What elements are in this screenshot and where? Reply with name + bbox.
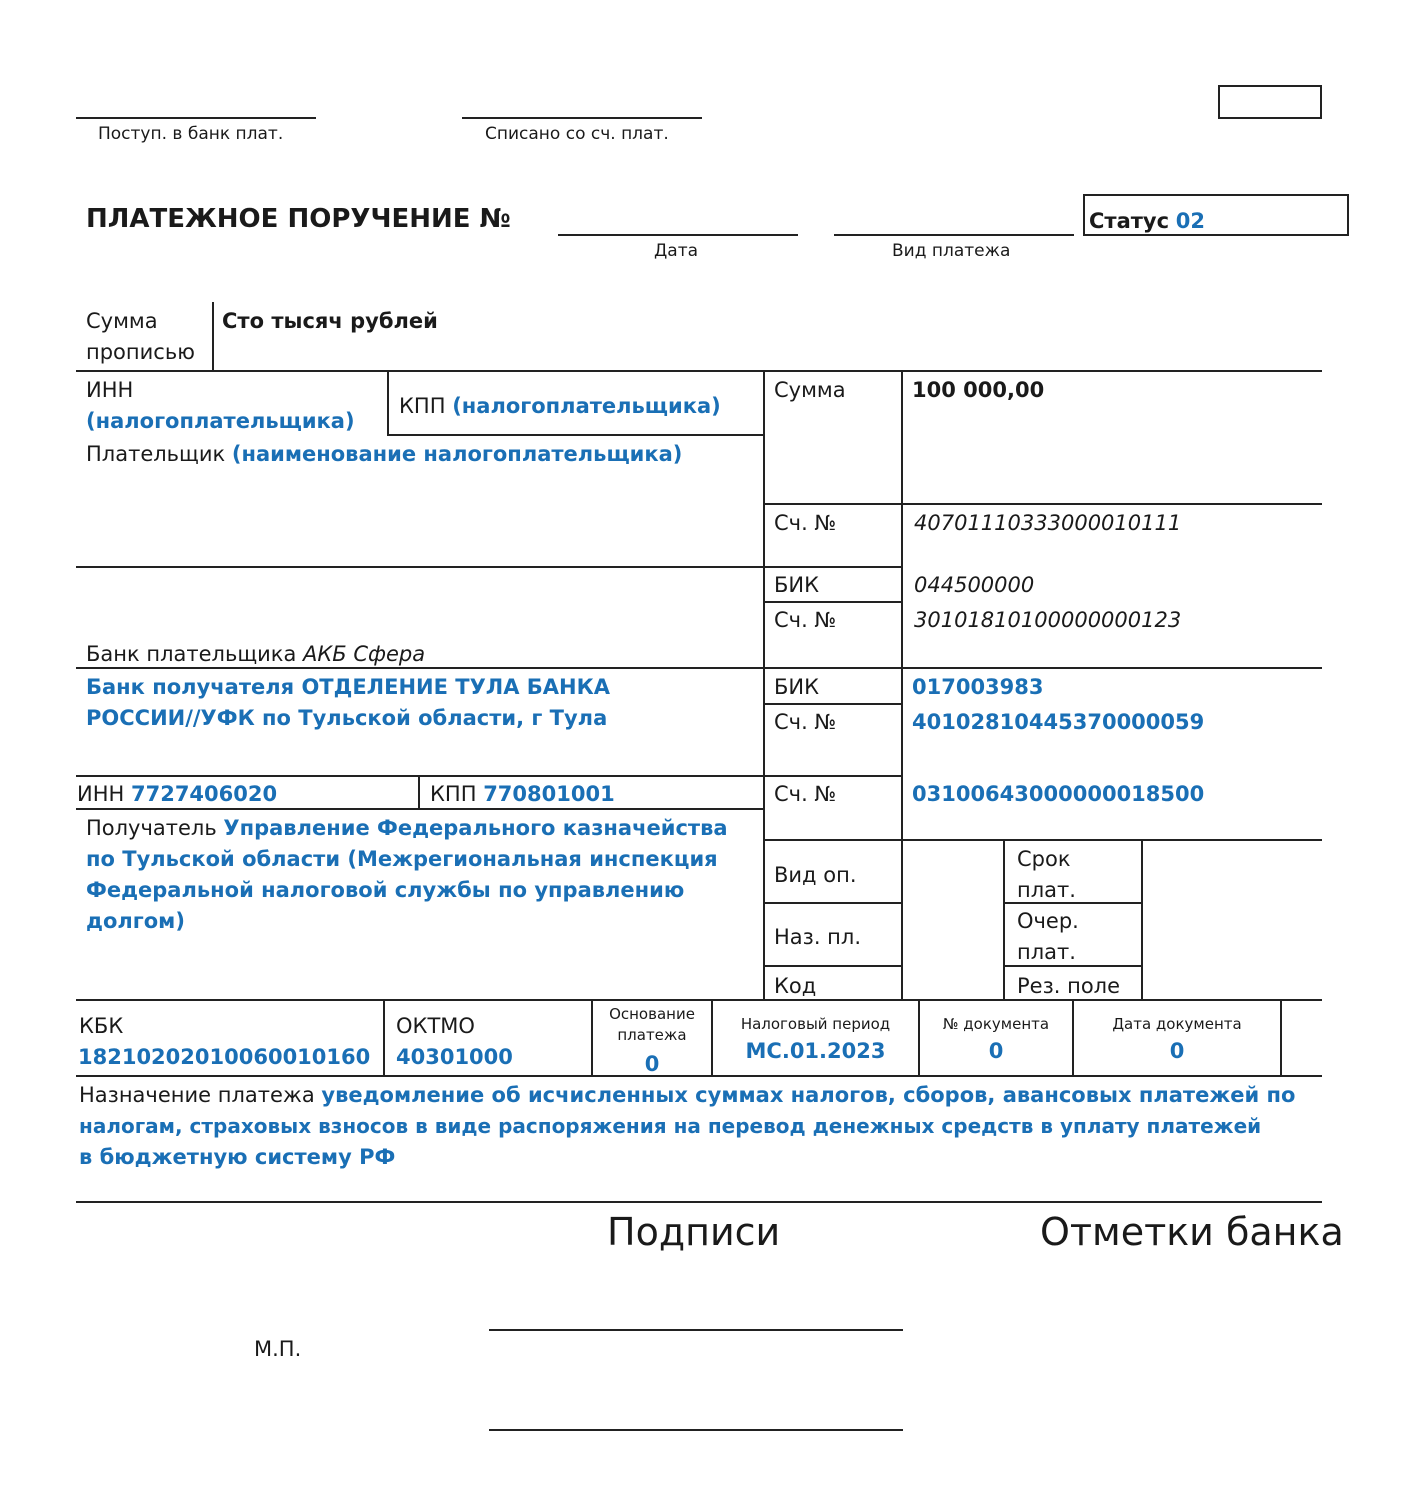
recipient-kpp [430,781,615,807]
recipient-name-line-1 [86,815,728,841]
recipient-inn-kpp-divider [418,775,420,809]
top-right-box [1218,85,1322,119]
inn-row-bottom [388,434,763,436]
date-label: Дата [654,241,699,261]
recipient-inn [77,781,277,807]
payer-bank-bottom [76,667,1322,669]
payer-corr-label: Сч. № [774,608,837,632]
amount-bottom [763,503,1322,505]
payer-bik-label: БИК [774,573,820,597]
tax-row-top [76,999,1322,1001]
recipient-bank-label: Банк получателя [86,675,295,699]
grid-vertical-accounts [901,370,903,1000]
payer-acc-value: 40701110333000010111 [914,511,1182,535]
ocher-bottom [1003,965,1141,967]
payer-bottom [76,566,763,568]
purpose-label: Назначение платежа [79,1083,315,1107]
tax-div-1 [383,999,385,1075]
status-label: Статус [1089,209,1170,233]
received-label: Поступ. в банк плат. [98,124,284,144]
amount-words-label-2: прописью [86,340,195,364]
doc-date-value: 0 [1169,1039,1185,1063]
srok-label-2: плат. [1017,878,1076,902]
amount-value: 100 000,00 [912,378,1045,402]
payer-bank-label: Банк плательщика [86,642,297,666]
kbk-label: КБК [79,1014,124,1038]
date-line [558,234,798,236]
payer-corr-value: 30101810100000000123 [914,608,1182,632]
amount-words-divider [212,302,214,370]
basis-label-2: платежа [617,1026,687,1044]
recipient-bik-bottom [763,703,901,705]
page-title: ПЛАТЕЖНОЕ ПОРУЧЕНИЕ № [86,204,511,234]
stamp-label: М.П. [254,1337,302,1361]
status-value: 02 [1175,209,1205,233]
period-value: МС.01.2023 [745,1039,886,1063]
recipient-kpp-value: 770801001 [483,782,615,806]
recipient-value-2: по Тульской области (Межрегиональная инспекция [86,847,718,871]
basis-value: 0 [644,1052,660,1076]
basis-label-1: Основание [609,1005,695,1023]
naz-pl-label: Наз. пл. [774,925,862,949]
recipient-bik-value: 017003983 [912,675,1044,699]
naz-bottom [763,965,901,967]
recipient-bank-acc-label: Сч. № [774,710,837,734]
recipient-value-1: Управление Федерального казначейства [223,816,728,840]
oktmo-value: 40301000 [396,1045,513,1069]
rez-label: Рез. поле [1017,974,1121,998]
recipient-kpp-label: КПП [430,782,477,806]
purpose-line-1 [79,1082,1295,1108]
recipient-acc-value: 03100643000000018500 [912,782,1205,806]
payment-type-label: Вид платежа [892,241,1011,261]
recipient-value-4: долгом) [86,909,185,933]
payment-type-line [834,234,1074,236]
signatures-heading: Подписи [607,1210,781,1254]
vid-op-label: Вид оп. [774,863,857,887]
recipient-bik-label: БИК [774,675,820,699]
ocher-label-1: Очер. [1017,909,1079,933]
purpose-value-3: в бюджетную систему РФ [79,1145,396,1169]
grid-line-1 [76,370,1322,372]
recipient-bank-acc-value: 40102810445370000059 [912,710,1205,734]
doc-no-value: 0 [988,1039,1004,1063]
doc-date-label: Дата документа [1112,1015,1242,1033]
recipient-inn-label: ИНН [77,782,125,806]
purpose-value-1: уведомление об исчисленных суммах налогов, сборов, авансовых платежей по [321,1083,1296,1107]
received-line [76,117,316,119]
srok-right [1141,839,1143,1000]
bik-bottom [763,601,901,603]
tax-div-6 [1280,999,1282,1075]
ocher-label-2: плат. [1017,940,1076,964]
purpose-value-2: налогам, страховых взносов в виде распоряжения на перевод денежных средств в уплату платежей [79,1114,1262,1138]
signature-line-2 [489,1429,903,1431]
payer-name [86,441,682,467]
kbk-value: 18210202010060010160 [78,1045,371,1069]
debited-line [462,117,702,119]
oktmo-label: ОКТМО [396,1014,475,1038]
srok-label-1: Срок [1017,847,1071,871]
vid-op-bottom [763,902,901,904]
status-field [1089,208,1205,234]
inn-kpp-divider [387,370,389,436]
payer-bank-value: АКБ Сфера [303,642,426,666]
bank-marks-heading: Отметки банка [1040,1210,1344,1254]
payer-bik-value: 044500000 [914,573,1035,597]
kod-label: Код [774,974,817,998]
payer-kpp-value: (налогоплательщика) [452,394,721,418]
amount-words-label-1: Сумма [86,309,158,333]
doc-no-label: № документа [942,1015,1050,1033]
recipient-inn-bottom [76,808,763,810]
recipient-label: Получатель [86,816,217,840]
recipient-value-3: Федеральной налоговой службы по управлению [86,878,685,902]
recipient-acc-top [763,775,901,777]
purpose-bottom [76,1201,1322,1203]
payer-bank [86,641,425,667]
signature-line-1 [489,1329,903,1331]
period-label: Налоговый период [740,1015,891,1033]
amount-label: Сумма [774,378,846,402]
payer-acc-bottom [763,566,901,568]
payer-acc-label: Сч. № [774,511,837,535]
recipient-acc-label: Сч. № [774,782,837,806]
recipient-bank-value-1: ОТДЕЛЕНИЕ ТУЛА БАНКА [301,675,611,699]
amount-words-value: Сто тысяч рублей [222,309,438,333]
srok-left [1003,839,1005,1000]
payer-inn-value: (налогоплательщика) [86,409,355,433]
recipient-bank-line-1 [86,674,610,700]
recipient-inn-value: 7727406020 [130,782,278,806]
payer-kpp-label: КПП [399,394,446,418]
recipient-bank-value-2: РОССИИ//УФК по Тульской области, г Тула [86,706,608,730]
payer-name-label: Плательщик [86,442,226,466]
grid-vertical-main [763,370,765,1000]
payer-kpp [399,393,721,419]
payer-inn-label: ИНН [86,378,134,402]
recipient-acc-bottom [763,839,1322,841]
debited-label: Списано со сч. плат. [485,124,669,144]
payer-name-value: (наименование налогоплательщика) [231,442,683,466]
